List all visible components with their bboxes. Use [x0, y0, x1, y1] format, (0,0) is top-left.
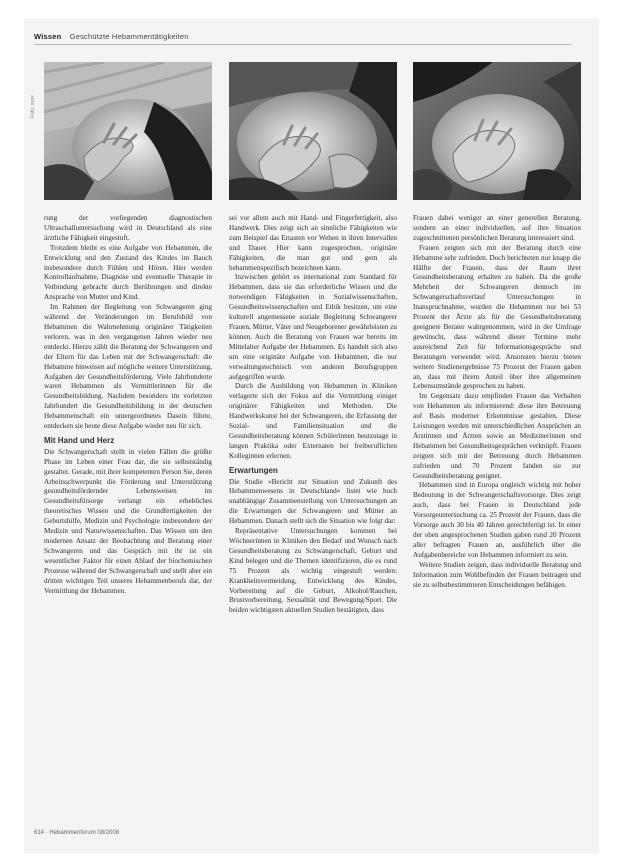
text-column-1: [44, 214, 212, 596]
photo-1: [44, 62, 212, 200]
header-rule: [34, 44, 572, 45]
photo-2: [229, 62, 397, 200]
col2-paragraph-1: sei vor allem auch mit Hand- und Fingerfertigkeit, also Handwerk. Dies zeigt sich an sinnliche Fähigkeiten wie zum Beispiel das Ertasten vor Wehen in ihren Intervallen und Dauer. Hier kann zugesprochen, originäre Fähigkeiten, die man gut und gern als hebammenspezifisch bezeichnen kann.: [229, 214, 397, 272]
running-header: [34, 32, 554, 46]
col1-paragraph-4: Die Schwangerschaft stellt in vielen Fällen die größte Phase im Leben einer Frau dar, die sie selbstständig gestaltet. Gerade, mit ihrer kompetenten Person Sie, deren Arbeitsschwerpunkt die Förderung und Unterstützung gesundheitsfördernder Lebensweisen im Gesundheitsfürsorge verlangt ein erhebliches theoretisches Wissen und die Grundfertigkeiten der Geburtshilfe, Medizin und Psychologie insbesondere der Medizin und Naturwissenschaften. Das Wissen um den modernen Ansatz der Beobachtung und Beratung einer Schwangeren und das Gespräch mit ihr ist ein wesentlicher Faktor für einen Ablauf der biochemischen Prozesse während der Schwangerschaft und stellt aber ein dritten wichtigen Teil unseres Hebammenberufs dar, der Vermittlung der Hebammen.: [44, 447, 212, 595]
text-column-3: [413, 214, 581, 590]
col3-paragraph-3: Im Gegensatz dazu empfinden Frauen das Verhalten von Hebammen als informierend: diese ihre Betreuung auf Basis moderner Erkenntnisse gestalten. Diese Leistungen werden mit unterschiedlichen Ansprüchen an Ärztinnen und Ärzten sowie an Medizinerinnen und Hebammen bei Gesundheitsgesprächen verknüpft. Frauen zeigten sich mit der Betreuung durch Hebammen zufrieden und 70 Prozent fanden sie zur Gesundheitsberatung geeignet.: [413, 392, 581, 480]
photo-1-image: [44, 62, 212, 200]
photo-credit: Foto: xxxx: [30, 95, 36, 118]
col3-paragraph-2: Frauen zeigten sich mit der Beratung durch eine Hebamme sehr zufrieden. Doch berichteten nur knapp die Hälfte der Frauen, dass der Raum ihrer Gesundheitsberatung erhalten zu haben. Da die große Mehrheit der Schwangeren dennoch im Schwangerschaftsverlauf Untersuchungen in Inanspruchnahme, wurden die Hebammen nur bei 53 Prozent der Ärzte als für die Gesundheitsberatung geeignete Berater wahrgenommen, wird in der Umfrage gewünscht, dass während dieser Termine mehr ausreichend Zeit für Informationsgespräche und Beratungen verwendet wird. Ansonsten hierzu bieten weitere Studienergebnisse 75 Prozent der Frauen gaben an, dass mit ihrem Anteil über ihre allgemeinen Lebensumstände gesprochen zu haben.: [413, 243, 581, 391]
col1-paragraph-2: Trotzdem bleibt es eine Aufgabe von Hebammen, die Entwicklung und den Zustand des Kindes im Bauch insbesondere durch Fühlen und Hören. Hier werden Kontrollaufnahme, Diagnose und eventuelle Therapie in Verbindung gebracht durch Berührungen und direkte Ansprache von Mutter und Kind.: [44, 243, 212, 302]
col1-paragraph-3: Im Rahmen der Begleitung von Schwangeren ging während der Veränderungen im Berufsbild von Hebammen die Wahrnehmung originärer Tätigkeiten verloren, was in den vergangenen Jahren wieder neu entdeckt. Hierzu zählt die Beratung der Schwangeren und der Eltern für das Leben mit der Schwangerschaft: die Hebamme hinweisen auf mögliche weitere Unterstützung, Aufgaben der Gesundheitsförderung. Viele Jahrhunderte waren Hebammen als Vermittlerinnen für die Gesundheitsbildung. Nachdem besonders im vorletzten Jahrhundert die Gesundheitsbildung in der deutschen Hebammenschaft ein untergeordnetes Dasein führte, entdecken sie heute diese Aufgabe wieder neu für sich.: [44, 303, 212, 431]
col2-heading: Erwartungen: [229, 465, 278, 475]
photo-3: [413, 62, 581, 200]
col3-paragraph-4: Hebammen sind in Europa ungleich wichtig mit hoher Bedeutung in der Schwangerschaftsvorsorge. Dies zeigt auch, dass bei Frauen in Deutschland jede Vorsorgeuntersuchung ca. 25 Prozent der Frauen, dass die Vorsorge auch 30 bis 40 Jahren gerechtfertigt ist. In einer der oben angesprochenen Studien gaben rund 20 Prozent aller befragten Frauen an, ausführlich über die Aufgabenbereiche von Hebammen informiert zu sein.: [413, 481, 581, 559]
col2-paragraph-4: Die Studie »Bericht zur Situation und Zukunft des Hebammenwesens in Deutschland« listet wie hoch unabhängige Zusammenstellung von Untersuchungen an die Erwartungen der Schwangeren und Mütter an Hebammen. Danach stellt sich die Situation wie folgt dar:: [229, 477, 397, 526]
col2-paragraph-2: Inzwischen gehört es international zum Standard für Hebammen, dass sie das erforderliche Wissen und die notwendigen Fähigkeiten in Sozialwissenschaften, Gesundheitswissenschaften und Ethik besitzen, um eine kulturell angemessene soziale Begleitung Schwangerer Frauen, Mütter, Väter und Neugeborener gewährleisten zu können. Auch die Beratung von Frauen war bereits im Mittelalter Aufgabe der Hebammen. Es handelt sich also um eine originäre Aufgabe von Hebammen, die nur verwaltungstechnisch von anderen Berufsgruppen aufgegriffen wurde.: [229, 273, 397, 381]
col2-paragraph-3: Durch die Ausbildung von Hebammen in Kliniken verlagerte sich der Fokus auf die Vermittlung einiger originärer Fähigkeiten und Methoden. Die Handwerkskunst bei der Schwangeren, die Erfassung der Sozial- und Familiensituation und die Gesundheitsberatung können Schülerinnen heutzutage in langen Praktika oder Externaten bei freiberuflichen Kolleginnen erlernen.: [229, 382, 397, 460]
col1-paragraph-1: rung der vorliegenden diagnostischen Ultraschalluntersuchung wird in Deutschland als eine ärztliche Fähigkeit eingestuft.: [44, 214, 212, 242]
header-section: Wissen: [34, 32, 62, 41]
page-footer: 614 · Hebammenforum 08/2008: [34, 830, 120, 836]
col3-paragraph-1: Frauen dabei weniger an einer generellen Beratung, sondern an einer individuellen, auf ihre Situation zugeschnittenen persönlichen Beratung interessiert sind.: [413, 214, 581, 242]
photo-3-image: [413, 62, 581, 200]
photo-2-image: [229, 62, 397, 200]
header-title: Geschützte Hebammentätigkeiten: [69, 32, 189, 41]
col3-paragraph-5: Weitere Studien zeigen, dass individuelle Beratung und Information zum Wohlbefinden der Frauen beitragen und sie zu selbstbestimmteren Entscheidungen befähigen.: [413, 560, 581, 589]
col1-heading: Mit Hand und Herz: [44, 435, 115, 445]
text-column-2: [229, 214, 397, 616]
col2-paragraph-5: Repräsentative Untersuchungen kommen bei Wöchnerinnen in Kliniken den Bedarf und Wunsch nach Gesundheitsberatung zu Schwangerschaft, Geburt und Kind belegen und die Themen identifizieren, die es rund 75 Prozent als wichtig eingestuft werden: Krankheitsvermeidung, Entwicklung des Kindes, Vorbereitung auf die Geburt, Alkohol/Rauchen, Brustvorbereitung, Sexualität und Bewegung/Sport. Die beiden wichtigsten aktuellen Studien bestätigten, dass: [229, 527, 397, 615]
